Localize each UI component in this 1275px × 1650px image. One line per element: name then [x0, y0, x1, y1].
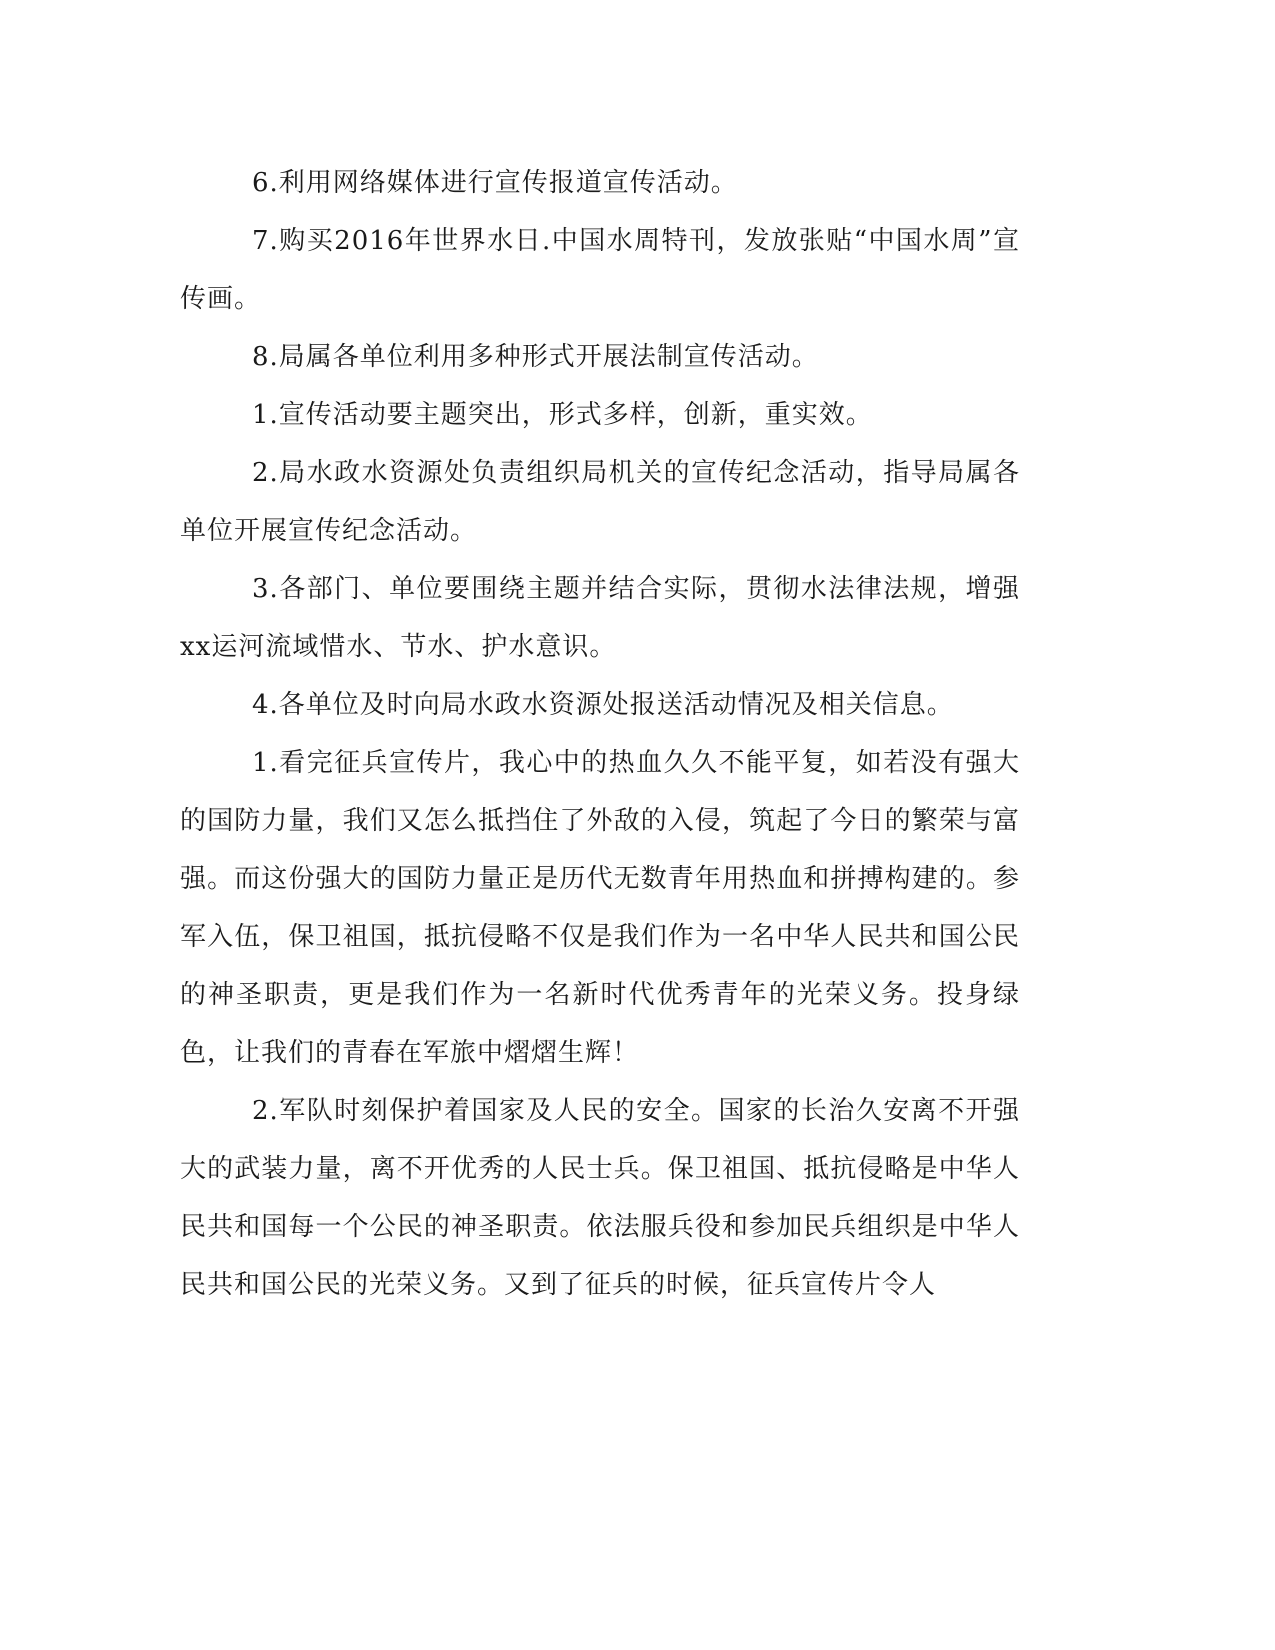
- paragraph-item-6: 6.利用网络媒体进行宣传报道宣传活动。: [252, 168, 738, 198]
- requirement-item-3: 3.各部门、单位要围绕主题并结合实际，贯彻水法律法规，增强xx运河流域惜水、节水、护水意识。: [180, 574, 1020, 662]
- requirement-item-1: 1.宣传活动要主题突出，形式多样，创新，重实效。: [252, 400, 873, 430]
- paragraph-item-8: 8.局属各单位利用多种形式开展法制宣传活动。: [252, 342, 819, 372]
- requirement-item-4: 4.各单位及时向局水政水资源处报送活动情况及相关信息。: [252, 690, 954, 720]
- reflection-item-1: 1.看完征兵宣传片，我心中的热血久久不能平复，如若没有强大的国防力量，我们又怎么抵挡住了外敌的入侵，筑起了今日的繁荣与富强。而这份强大的国防力量正是历代无数青年用热血和拼搏构建的。参军入伍，保卫祖国，抵抗侵略不仅是我们作为一名中华人民共和国公民的神圣职责，更是我们作为一名新时代优秀青年的光荣义务。投身绿色，让我们的青春在军旅中熠熠生辉！: [180, 748, 1020, 1068]
- requirement-item-2: 2.局水政水资源处负责组织局机关的宣传纪念活动，指导局属各单位开展宣传纪念活动。: [180, 458, 1020, 546]
- document-body: [180, 154, 1020, 1314]
- paragraph-item-7: 7.购买2016年世界水日.中国水周特刊，发放张贴“中国水周”宣传画。: [180, 226, 1020, 314]
- reflection-item-2: 2.军队时刻保护着国家及人民的安全。国家的长治久安离不开强大的武装力量，离不开优秀的人民士兵。保卫祖国、抵抗侵略是中华人民共和国每一个公民的神圣职责。依法服兵役和参加民兵组织是中华人民共和国公民的光荣义务。又到了征兵的时候，征兵宣传片令人: [180, 1096, 1020, 1300]
